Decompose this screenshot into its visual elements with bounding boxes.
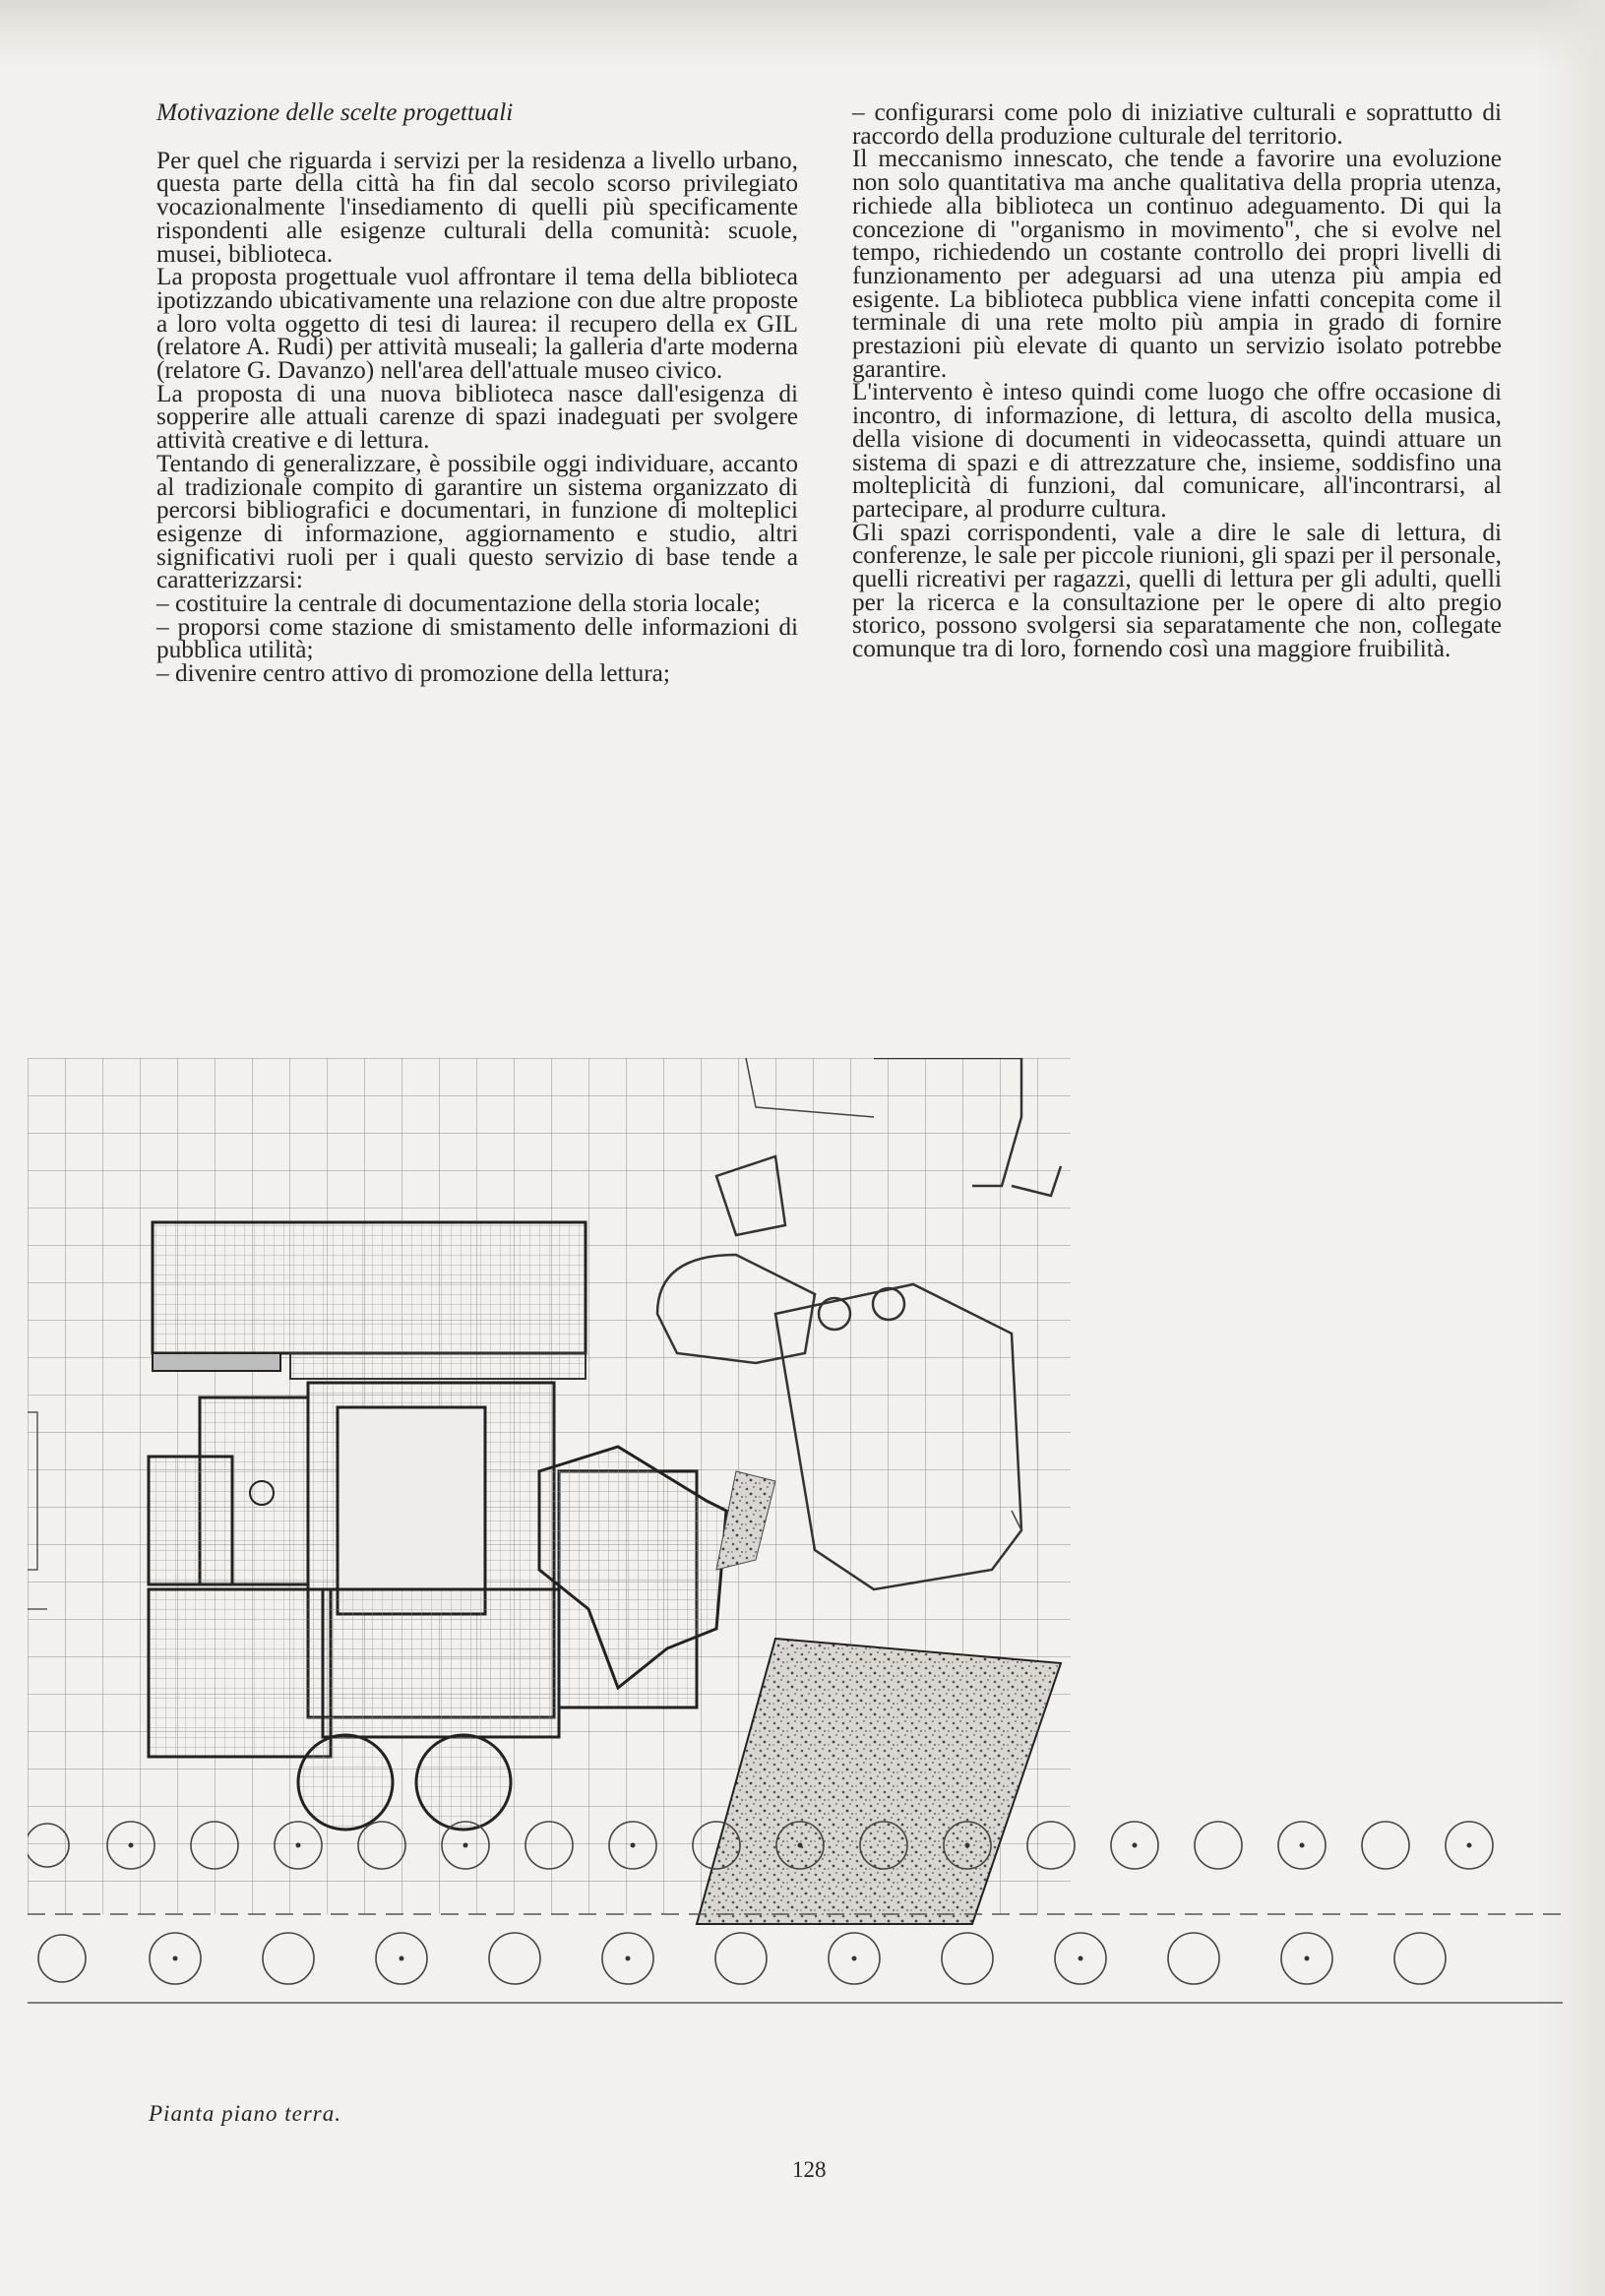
list-item: – costituire la centrale di documentazione della storia locale; <box>156 590 761 618</box>
building-south-west <box>149 1589 331 1757</box>
floor-plan-figure <box>28 1058 1563 2062</box>
wall-strip <box>153 1353 280 1371</box>
round-reading-room-east <box>416 1735 511 1830</box>
section-heading: Motivazione delle scelte progettuali <box>156 98 514 126</box>
corridor <box>290 1353 586 1379</box>
page-number: 128 <box>792 2157 827 2182</box>
paragraph: L'intervento è inteso quindi come luogo che offre occasione di incontro, di informazione, di lettura, di ascolto della musica, della visione di documenti in videocassetta, quindi attuare un sistema di spazi e di attrezzature che, insieme, soddisfino una molteplicità di funzioni, dal comunicare, all'incontrarsi, al partecipare, al produrre cultura. <box>852 378 1502 523</box>
building-north-wing <box>153 1222 586 1353</box>
building-south-block <box>323 1589 559 1737</box>
figure-caption: Pianta piano terra. <box>149 2101 341 2126</box>
paragraph: La proposta di una nuova biblioteca nasce dall'esigenza di sopperire alle attuali carenze di spazi inadeguati per svolgere attività creative e di lettura. <box>156 379 798 455</box>
list-item: – divenire centro attivo di promozione della lettura; <box>156 659 670 688</box>
paragraph: Il meccanismo innescato, che tende a favorire una evoluzione non solo quantitativa ma anche qualitativa della propria utenza, richiede alla biblioteca un continuo adeguamento. Di qui la concezione di "organismo in movimento", che si evolve nel tempo, richiedendo un costante controllo dei propri livelli di funzionamento per adeguarsi ad una utenza più ampia ed esigente. La biblioteca pubblica viene infatti concepita come il terminale di una rete molto più ampia in grado di fornire prestazioni più elevate di quanto un servizio isolato potrebbe garantire. <box>852 145 1502 383</box>
paragraph: Tentando di generalizzare, è possibile oggi individuare, accanto al tradizionale compito di garantire un sistema organizzato di percorsi bibliografici e documentari, in funzione di molteplici esigenze di informazione, aggiornamento e studio, altri significativi ruoli per i quali questo servizio di base tende a caratterizzarsi: <box>156 449 798 594</box>
list-item: – configurarsi come polo di iniziative culturali e soprattutto di raccordo della produzione culturale del territorio. <box>852 98 1502 150</box>
floor-plan-drawing <box>28 1058 1563 2062</box>
paragraph: Per quel che riguarda i servizi per la residenza a livello urbano, questa parte della città ha fin dal secolo scorso privilegiato vocazionalmente l'insediamento di quelli più specificamente rispondenti alle esigenze culturali della comunità: scuole, musei, biblioteca. <box>156 146 798 268</box>
round-reading-room-west <box>298 1735 393 1830</box>
paragraph: La proposta progettuale vuol affrontare il tema della biblioteca ipotizzando ubicativamente una relazione con due altre proposte a loro volta oggetto di tesi di laurea: il recupero della ex GIL (relatore A. Rudi) per attività museali; la galleria d'arte moderna (relatore G. Davanzo) nell'area dell'attuale museo civico. <box>156 263 798 385</box>
right-text-column <box>852 98 1502 663</box>
left-text-column <box>156 98 798 688</box>
page-stain <box>0 0 1605 69</box>
west-rooms <box>149 1457 232 1584</box>
paragraph: Gli spazi corrispondenti, vale a dire le sale di lettura, di conferenze, le sale per piccole riunioni, gli spazi per il personale, quelli ricreativi per ragazzi, quelli di lettura per gli adulti, quelli per la ricerca e la consultazione per le opere di alto pregio storico, possono svolgersi sia separatamente che non, collegate comunque tra di loro, fornendo così una maggiore fruibilità. <box>852 518 1502 663</box>
list-item: – proporsi come stazione di smistamento delle informazioni di pubblica utilità; <box>156 612 798 664</box>
courtyard <box>338 1407 485 1614</box>
